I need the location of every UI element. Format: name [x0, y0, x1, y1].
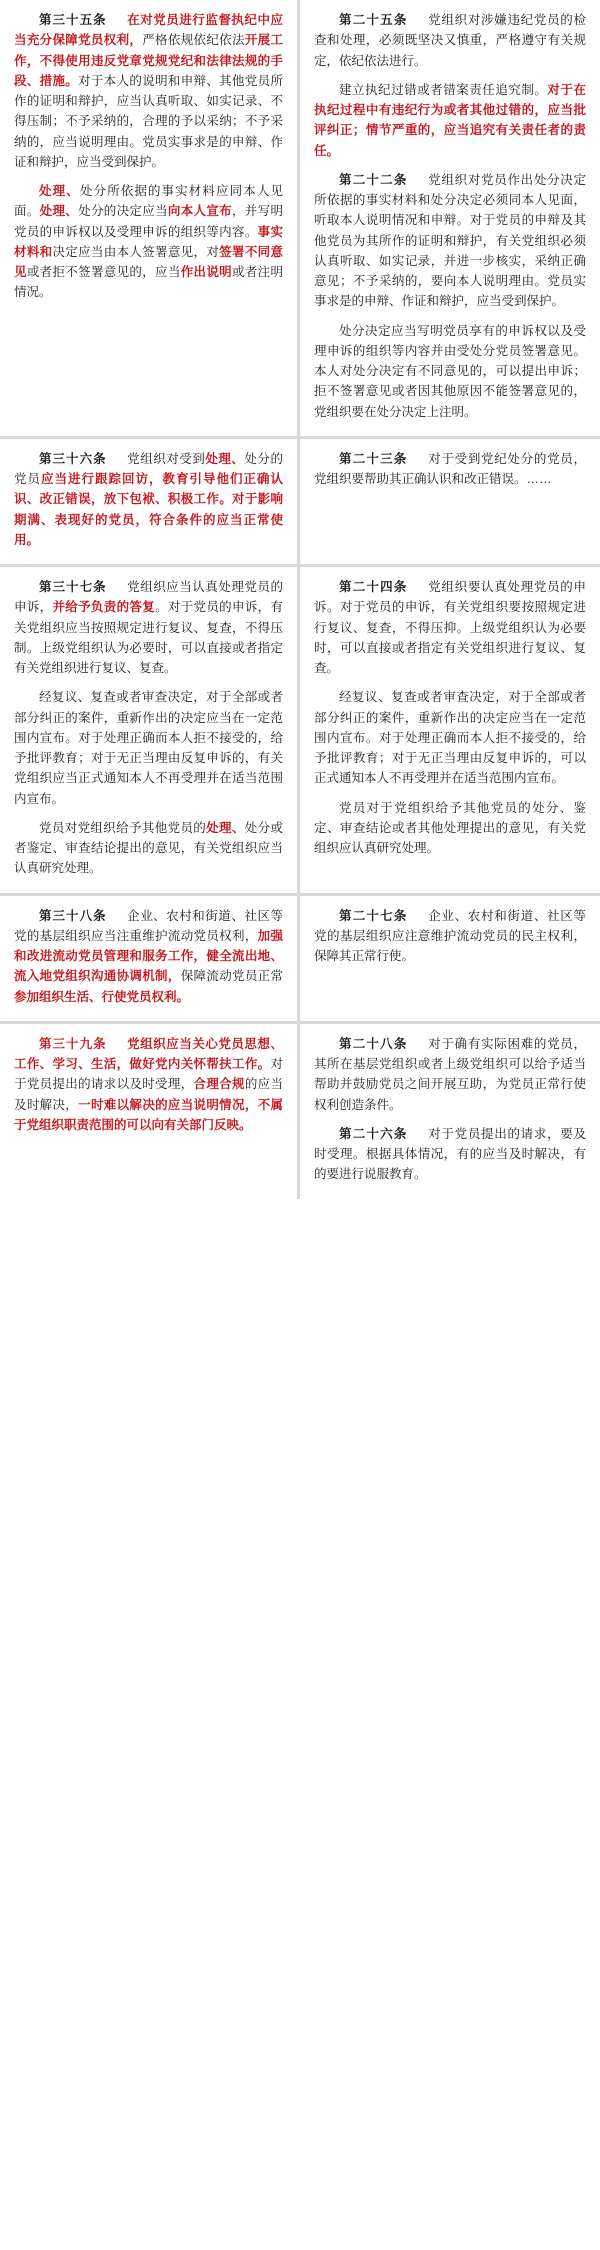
highlighted-text: 处理、: [39, 204, 79, 219]
body-text: 处分决定应当写明党员享有的申诉权以及受理申诉的组织等内容并由受处分党员签署意见。本人对处分决定有不同意见的，可以提出申诉；拒不签署意见或者因其他原因不能签署意见的，党组织要在处分决定上注明。: [314, 323, 586, 419]
column-right: [300, 439, 600, 564]
paragraph: [314, 449, 586, 490]
highlighted-text: 一时难以解决的应当说明情况，不属于党组织职责范围的可以向有关部门反映。: [14, 1097, 283, 1132]
paragraph: [314, 170, 586, 312]
body-text: 处分的决定应当: [78, 204, 168, 219]
body-text: 处分的党员: [14, 451, 283, 486]
column-left: [0, 0, 300, 436]
paragraph: [314, 687, 586, 788]
body-text: 处分所依据的事实材料应同本人见面。: [14, 184, 283, 219]
highlighted-text: 党组织应当关心党员思想、工作、学习、生活，做好党内关怀帮扶工作。: [14, 1036, 283, 1071]
column-right: [300, 567, 600, 893]
paragraph: [14, 687, 283, 809]
body-text: 经复议、复查或者审查决定，对于全部或者部分纠正的案件，重新作出的决定应当在一定范围内宣布。对于处理正确而本人拒不接受的，给予批评教育；对于无正当理由反复申诉的，可以正式通知本人不再受理并在适当范围内宣布。: [314, 690, 586, 786]
article-number: 第三十九条: [39, 1036, 107, 1051]
paragraph: [14, 577, 283, 678]
article-number: 第二十七条: [339, 908, 408, 923]
highlighted-text: 加强和改进流动党员管理和服务工作，健全流出地、流入地党组织沟通协调机制，: [14, 928, 283, 984]
highlighted-text: 在对党员进行监督执纪中应当充分保障党员权利，: [14, 13, 283, 48]
body-text: 对于受到党纪处分的党员，党组织要帮助其正确认识和改正错误。……: [314, 451, 586, 486]
column-right: [300, 896, 600, 1021]
article-number: 第三十七条: [39, 580, 107, 594]
comparison-row: [0, 896, 600, 1024]
highlighted-text: 处理、: [205, 451, 245, 466]
body-text: 或者注明情况。: [14, 265, 283, 300]
highlighted-text: 处理、: [206, 820, 245, 835]
paragraph: [14, 449, 283, 550]
highlighted-text: 应当进行跟踪回访，教育引导他们: [41, 472, 244, 486]
paragraph: [314, 1124, 586, 1185]
column-right: [300, 1024, 600, 1199]
column-left: [0, 439, 300, 564]
paragraph: [314, 906, 586, 967]
highlighted-text: 并给予负责的答复: [52, 600, 156, 615]
body-text: 保障流动党员正常: [180, 969, 283, 984]
column-left: [0, 567, 300, 893]
body-text: 对于党员提出的请求，要及时受理。根据具体情况，有的应当及时解决，有的要进行说服教育。: [314, 1126, 586, 1182]
highlighted-text: 作出说明: [180, 265, 232, 279]
body-text: 党员对于党组织给予其他党员的处分、鉴定、审查结论或者其他处理提出的意见，有关党组织应认真研究处理。: [314, 800, 586, 855]
paragraph: [314, 321, 586, 422]
body-text: 党组织对涉嫌违纪党员的检查和处理，必须既坚决又慎重，严格遵守有关规定，依纪依法进行。: [314, 13, 586, 68]
paragraph: [314, 577, 586, 678]
highlighted-text: 向本人宣布: [167, 204, 232, 219]
comparison-row: [0, 1024, 600, 1199]
article-number: 第三十五条: [39, 13, 107, 27]
highlighted-text: 签署不同意见: [14, 244, 283, 279]
paragraph: [314, 1034, 586, 1115]
article-number: 第二十二条: [339, 172, 408, 187]
comparison-row: [0, 567, 600, 896]
article-number: 第三十六条: [39, 451, 107, 466]
body-text: 党组织要认真处理党员的申诉。对于党员的申诉，有关党组织要按照规定进行复议、复查，不得压抑。上级党组织认为必要时，可以直接或者指定有关党组织进行复议、复查。: [314, 580, 586, 675]
body-text: 建立执纪过错或者错案责任追究制。: [339, 82, 548, 97]
column-left: [0, 1024, 300, 1199]
highlighted-text: 事实材料和: [14, 224, 283, 259]
highlighted-text: 处理、: [39, 184, 80, 198]
column-right: [300, 0, 600, 436]
comparison-row: [0, 439, 600, 567]
column-left: [0, 896, 300, 1021]
body-text: 对于党员提出的请求以及时受理，: [14, 1057, 283, 1092]
body-text: 或者拒不签署意见的，应当: [26, 265, 181, 279]
article-number: 第二十八条: [339, 1036, 408, 1051]
body-text: 处分或者鉴定、审查结论提出的意见，有关党组织应当认真研究处理。: [14, 820, 283, 876]
paragraph: [314, 80, 586, 161]
highlighted-text: 开展工作，不得使用违反党章党规党纪和法律法规的手段、措施。: [14, 33, 283, 88]
paragraph: [14, 1034, 283, 1135]
article-number: 第二十五条: [339, 13, 408, 27]
paragraph: [314, 10, 586, 71]
body-text: 决定应当由本人签署意见，对: [52, 244, 220, 259]
paragraph: [14, 818, 283, 879]
article-number: 第二十六条: [339, 1126, 408, 1141]
body-text: 党员对党组织给予其他党员的: [39, 820, 207, 835]
body-text: 党组织对受到: [126, 451, 206, 466]
highlighted-text: 参加组织生活、行使党员权利。: [14, 989, 190, 1004]
highlighted-text: 正确认识、改正错误，放下包袱、积极工作。对于影响期满、表现好的党员，符合条件的应当正常使用。: [14, 472, 283, 547]
body-text: 企业、农村和街道、社区等党的基层组织应当注重维护流动党员权利，: [14, 908, 283, 943]
body-text: ，并写明党员的申诉权以及受理申诉的组织等内容。: [14, 204, 283, 239]
article-number: 第二十四条: [339, 580, 408, 594]
paragraph: [14, 10, 283, 172]
article-number: 第二十三条: [339, 451, 408, 466]
body-text: 。对于党员的申诉，有关党组织应当按照规定进行复议、复查，不得压制。上级党组织认为必要时，可以直接或者指定有关党组织进行复议、复查。: [14, 600, 283, 675]
body-text: 严格依规依纪依法: [142, 33, 245, 48]
body-text: 党组织对党员作出处分决定所依据的事实材料和处分决定必须同本人见面，听取本人说明情况和申辩。对于党员的申辩及其他党员为其所作的证明和辩护，有关党组织必须认真听取、如实记录，并进一步核实，采纳正确意见；不予采纳的，要向本人说明理由。党员实事求是的申辩、作证和辩护，应当受到保护。: [314, 172, 586, 309]
body-text: 的应当及时解决，: [14, 1077, 283, 1112]
paragraph: [14, 181, 283, 303]
highlighted-text: 对于在执纪过程中有违纪行为或者其他过错的，应当批评纠正；情节严重的，应当追究有关责任者的责任。: [314, 82, 586, 158]
article-number: 第三十八条: [39, 908, 107, 923]
paragraph: [314, 798, 586, 859]
comparison-row: [0, 0, 600, 439]
body-text: 企业、农村和街道、社区等党的基层组织应注意维护流动党员的民主权利，保障其正常行使。: [314, 908, 586, 963]
highlighted-text: 合理合规: [193, 1077, 245, 1092]
body-text: 对于本人的说明和申辩、其他党员所作的证明和辩护，应当认真听取、如实记录、不得压制；不予采纳的，合理的予以采纳；不予采纳的，应当说明理由。党员实事求是的申辩、作证和辩护，应当受到保护。: [14, 73, 283, 169]
body-text: 经复议、复查或者审查决定，对于全部或者部分纠正的案件，重新作出的决定应当在一定范围内宣布。对于处理正确而本人拒不接受的，给予批评教育；对于无正当理由反复申诉的，有关党组织应当正式通知本人不再受理并在适当范围内宣布。: [14, 690, 283, 806]
body-text: 对于确有实际困难的党员，其所在基层党组织或者上级党组织可以给予适当帮助并鼓励党员之间开展互助，为党员正常行使权利创造条件。: [314, 1036, 586, 1112]
body-text: 党组织应当认真处理党员的申诉，: [14, 580, 283, 615]
paragraph: [14, 906, 283, 1007]
